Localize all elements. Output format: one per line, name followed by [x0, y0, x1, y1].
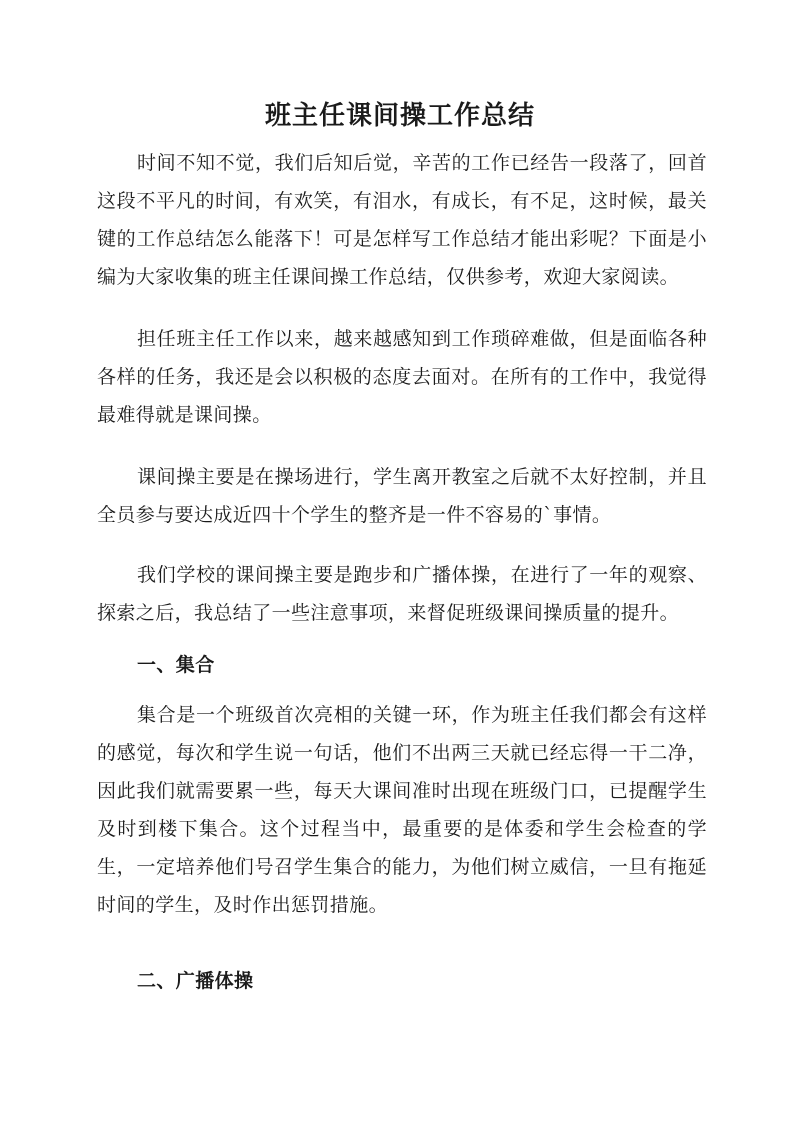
- section-heading-broadcast-exercise: 二、广播体操: [137, 970, 254, 992]
- document-title: 班主任课间操工作总结: [264, 101, 535, 131]
- body-paragraph-2: 课间操主要是在操场进行，学生离开教室之后就不太好控制，并且全员参与要达成近四十个学生的整齐是一件不容易的`事情。: [97, 466, 707, 526]
- section-heading-assembly: 一、集合: [137, 654, 215, 676]
- body-paragraph-3: 我们学校的课间操主要是跑步和广播体操，在进行了一年的观察、探索之后，我总结了一些注意事项，来督促班级课间操质量的提升。: [97, 564, 707, 624]
- body-paragraph-1: 担任班主任工作以来，越来越感知到工作琐碎难做，但是面临各种各样的任务，我还是会以积极的态度去面对。在所有的工作中，我觉得最难得就是课间操。: [97, 328, 707, 426]
- intro-paragraph: 时间不知不觉，我们后知后觉，辛苦的工作已经告一段落了，回首这段不平凡的时间，有欢笑，有泪水，有成长，有不足，这时候，最关键的工作总结怎么能落下！可是怎样写工作总结才能出彩呢？下面是小编为大家收集的班主任课间操工作总结，仅供参考，欢迎大家阅读。: [97, 152, 707, 288]
- section-paragraph-assembly: 集合是一个班级首次亮相的关键一环，作为班主任我们都会有这样的感觉，每次和学生说一句话，他们不出两三天就已经忘得一干二净，因此我们就需要累一些，每天大课间准时出现在班级门口，已提醒学生及时到楼下集合。这个过程当中，最重要的是体委和学生会检查的学生，一定培养他们号召学生集合的能力，为他们树立威信，一旦有拖延时间的学生，及时作出惩罚措施。: [97, 704, 707, 916]
